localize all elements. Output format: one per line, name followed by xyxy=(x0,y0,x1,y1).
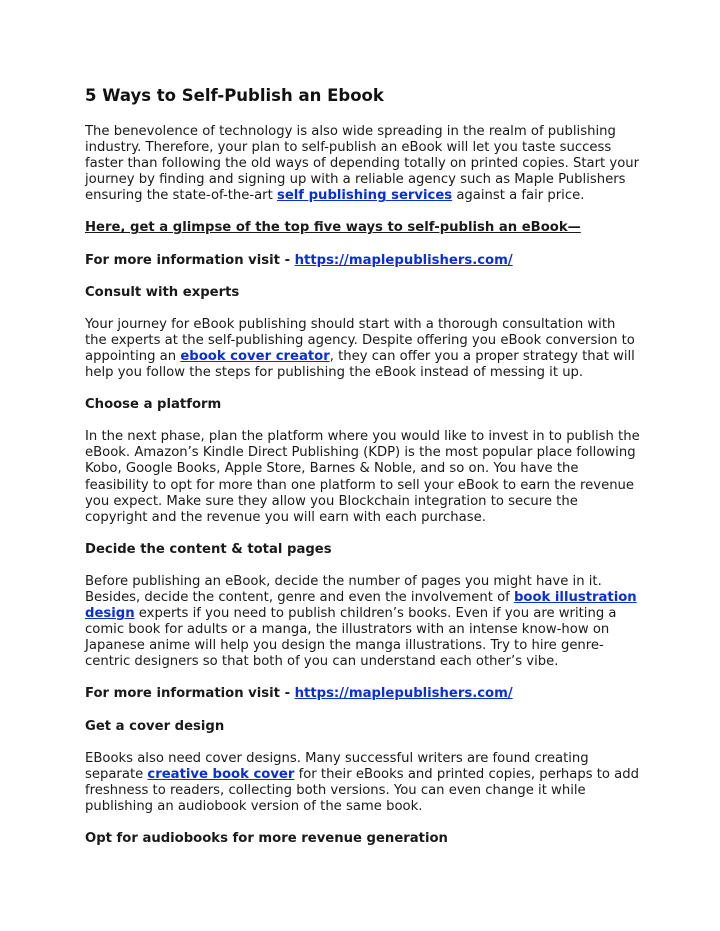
content-text-before-link: Before publishing an eBook, decide the number of pages you might have in it. Besides, decide the content, genre and even the involvement of xyxy=(85,573,602,605)
glimpse-heading: Here, get a glimpse of the top five ways to self-publish an eBook— xyxy=(85,220,581,236)
cover-text-before-link: EBooks also need cover designs. Many successful writers are found creating separate xyxy=(85,750,589,782)
intro-text-after-link: against a fair price. xyxy=(452,188,585,204)
book-illustration-design-link[interactable]: book illustration design xyxy=(85,589,637,622)
cover-text-after-link: for their eBooks and printed copies, perhaps to add freshness to readers, collecting both versions. You can even change it while publishing an audiobook version of the same book. xyxy=(85,766,640,814)
section-paragraph-content xyxy=(85,574,640,671)
more-info-line-1 xyxy=(85,253,640,269)
content-text-after-link: experts if you need to publish children’s books. Even if you are writing a comic book for adults or a manga, the illustrators with an intense know-how on Japanese anime will help you design the manga illustrations. Try to hire genre-centric designers so that both of you can understand each other’s vibe. xyxy=(85,606,617,670)
more-info-label-1: For more information visit - xyxy=(85,252,295,268)
maple-publishers-link-2[interactable]: https://maplepublishers.com/ xyxy=(294,686,513,702)
section-heading-consult: Consult with experts xyxy=(85,284,240,300)
creative-book-cover-link[interactable]: creative book cover xyxy=(147,766,295,782)
self-publishing-services-link[interactable]: self publishing services xyxy=(276,188,453,204)
section-paragraph-consult xyxy=(85,317,640,381)
section-heading-cover: Get a cover design xyxy=(85,718,225,734)
more-info-line-2 xyxy=(85,686,640,702)
consult-text-after-link: , they can offer you a proper strategy that will help you follow the steps for publishing the eBook instead of messing it up. xyxy=(85,348,635,381)
section-heading-audiobooks: Opt for audiobooks for more revenue generation xyxy=(85,831,448,846)
section-paragraph-platform: In the next phase, plan the platform where you would like to invest in to publish the eBook. Amazon’s Kindle Direct Publishing (KDP) is the most popular place following Kobo, Google Books, Apple Store, Barnes & Noble, and so on. You have the feasibility to opt for more than one platform to sell your eBook to earn the revenue you expect. Make sure they allow you Blockchain integration to secure the copyright and the revenue you will earn with each purchase. xyxy=(85,429,640,525)
consult-text-before-link: Your journey for eBook publishing should start with a thorough consultation with the experts at the self-publishing agency. Despite offering you eBook conversion to appointing an xyxy=(85,316,635,364)
more-info-label-2: For more information visit - xyxy=(85,686,295,702)
ebook-cover-creator-link[interactable]: ebook cover creator xyxy=(180,348,330,364)
intro-paragraph xyxy=(85,124,640,204)
section-heading-platform: Choose a platform xyxy=(85,397,222,413)
section-paragraph-cover xyxy=(85,751,640,815)
maple-publishers-link-1[interactable]: https://maplepublishers.com/ xyxy=(294,252,513,268)
document-title: 5 Ways to Self-Publish an Ebook xyxy=(85,86,384,105)
intro-text-before-link: The benevolence of technology is also wide spreading in the realm of publishing industry. Therefore, your plan to self-publish an eBook will let you taste success faster than following the old ways of depending totally on printed copies. Start your journey by finding and signing up with a reliable agency such as Maple Publishers ensuring the state-of-the-art xyxy=(85,124,640,204)
section-heading-content: Decide the content & total pages xyxy=(85,541,332,557)
